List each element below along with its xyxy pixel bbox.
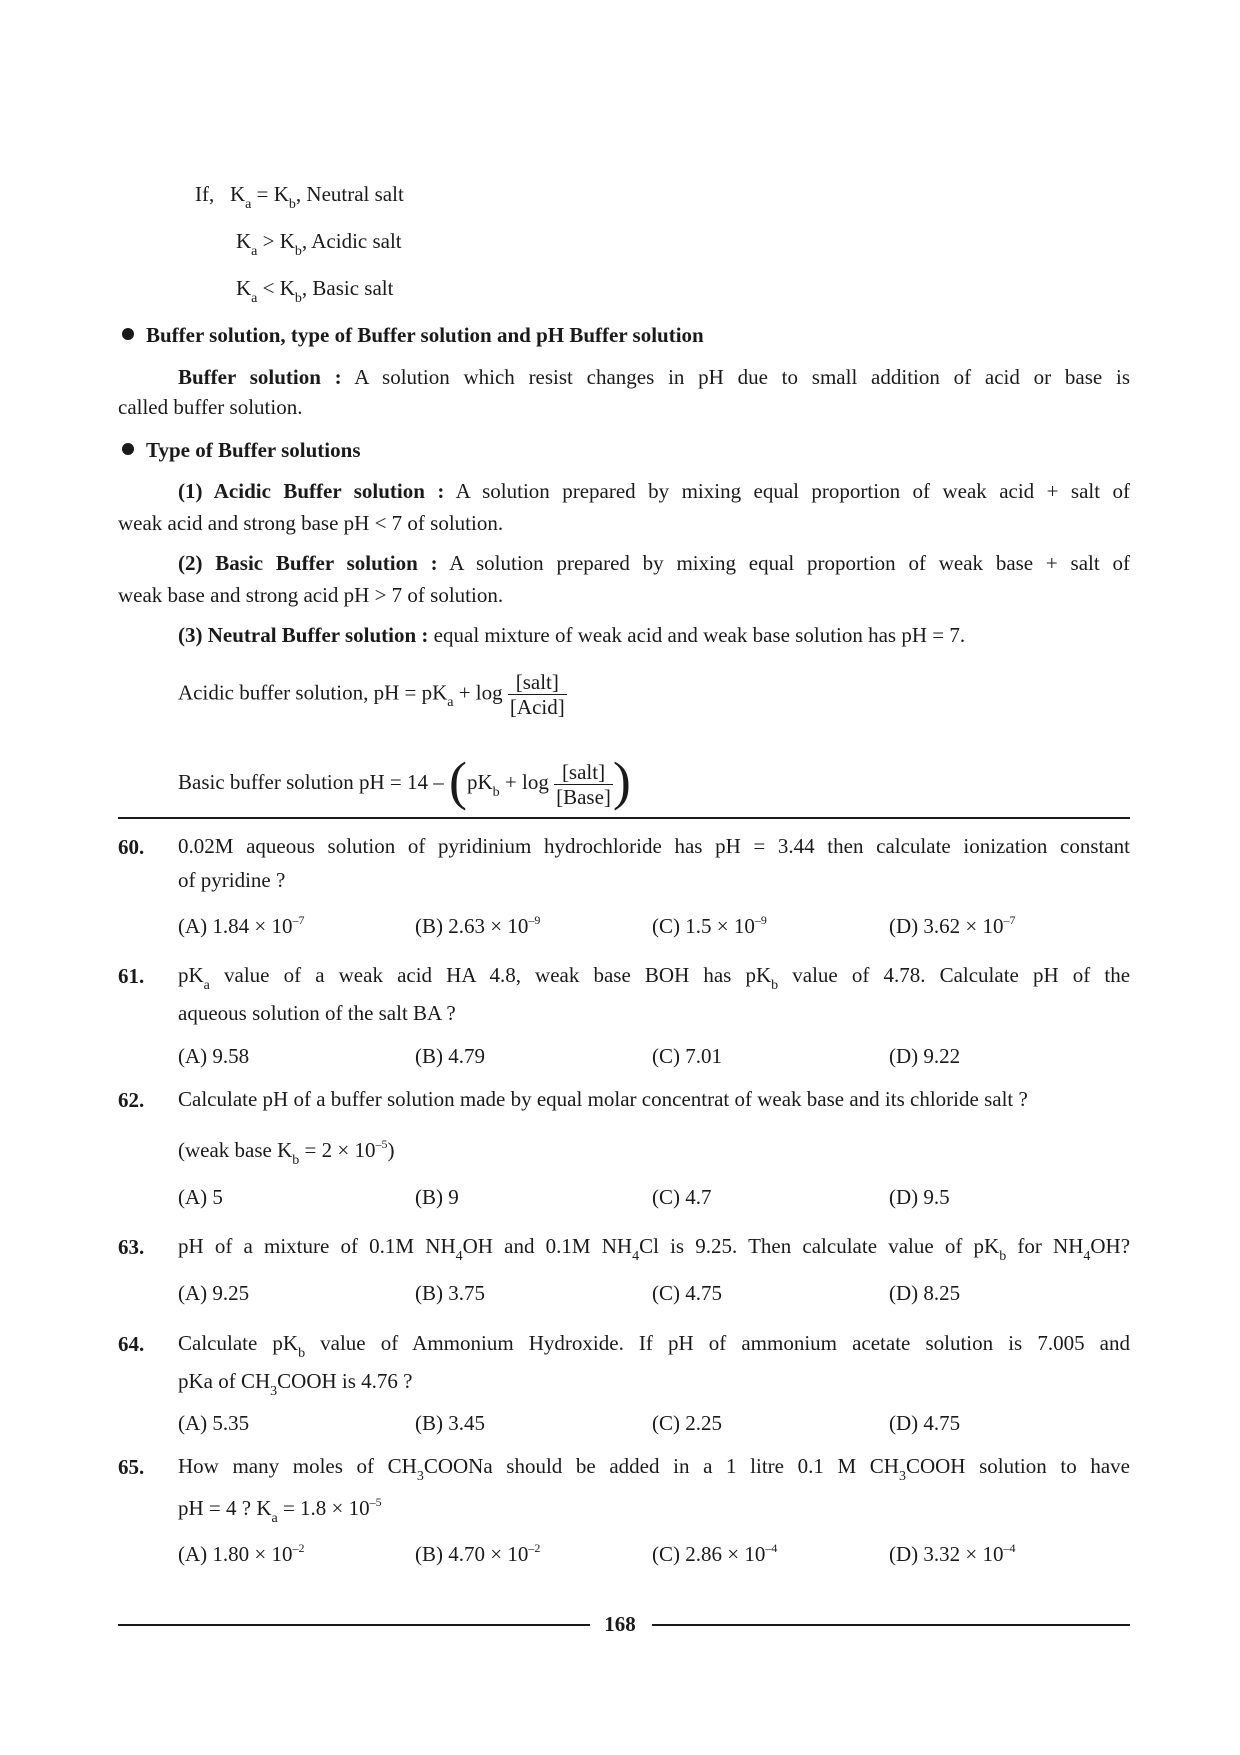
option-a: (A) 5 — [178, 1185, 223, 1209]
option-a: (A) $1.84 \times 10^{-7}$ — [178, 913, 305, 938]
question-number: 60. — [118, 835, 145, 859]
option-d: (D) 9.5 — [889, 1185, 950, 1209]
option-c: (C) 4.75 — [652, 1281, 722, 1305]
footer-rule-left — [118, 1624, 590, 1626]
neutral-buffer-def: (3) Neutral Buffer solution : equal mixture of weak acid and weak base solution has pH = 7. — [178, 623, 966, 647]
page-number: 168 — [604, 1612, 636, 1636]
option-d: (D) 4.75 — [889, 1411, 961, 1435]
option-b: (B) $4.70 \times 10^{-2}$ — [415, 1541, 541, 1566]
bullet-icon — [122, 443, 134, 455]
question-number: 62. — [118, 1088, 145, 1112]
question-62-note: (weak base $K_b = 2 \times 10^{-5}$) — [178, 1137, 395, 1168]
option-c: (C) $1.5 \times 10^{-9}$ — [652, 913, 767, 938]
question-number: 63. — [118, 1235, 145, 1259]
option-b: (B) $2.63 \times 10^{-9}$ — [415, 913, 541, 938]
option-a: (A) $1.80 \times 10^{-2}$ — [178, 1541, 305, 1566]
question-63-text: pH of a mixture of 0.1M $NH_4OH$ and 0.1M $NH_4Cl$ is 9.25. Then calculate value of $pK_b$ for $NH_4OH$? — [178, 1234, 1131, 1264]
question-60-text: 0.02M aqueous solution of pyridinium hydrochloride has pH = 3.44 then calculate ionization constant of pyridine ? — [178, 834, 1130, 892]
option-d: (D) $3.62 \times 10^{-7}$ — [889, 913, 1016, 938]
acidic-fraction: $\frac{\text{[salt]}}{\text{[Acid]}}$ — [509, 670, 565, 719]
section-divider — [118, 817, 1130, 819]
question-number: 64. — [118, 1332, 145, 1356]
buffer-heading: Buffer solution, type of Buffer solution and pH Buffer solution — [122, 323, 704, 348]
question-65-text: How many moles of $CH_3COONa$ should be added in a 1 litre 0.1 M $CH_3COOH$ solution to have pH = 4 ? $K_a = 1.8 \times 10^{-5}$ — [178, 1454, 1130, 1526]
option-c: (C) 7.01 — [652, 1044, 722, 1068]
option-b: (B) 4.79 — [415, 1044, 485, 1068]
option-b: (B) 9 — [415, 1185, 459, 1209]
basic-buffer-def: (2) Basic Buffer solution : A solution prepared by mixing equal proportion of weak base + salt of weak base and strong acid pH > 7 of solution. — [118, 551, 1130, 607]
salt-basic-line: $K_a < K_b$, Basic salt — [236, 276, 394, 306]
question-64-text: Calculate $pK_b$ value of Ammonium Hydroxide. If pH of ammonium acetate solution is 7.005 and pKa of $CH_3COOH$ is 4.76 ? — [178, 1331, 1130, 1399]
acidic-buffer-def: (1) Acidic Buffer solution : A solution prepared by mixing equal proportion of weak acid + salt of weak acid and strong base pH < 7 of solution. — [118, 479, 1131, 535]
option-c: (C) $2.86 \times 10^{-4}$ — [652, 1541, 778, 1566]
acidic-buffer-formula: Acidic buffer solution, pH = $pK_a + \log$ $\frac{\text{[salt]}}{\text{[Acid]}}$ — [178, 670, 565, 719]
option-a: (A) 9.25 — [178, 1281, 250, 1305]
salt-acidic-line: $K_a > K_b$, Acidic salt — [236, 229, 402, 259]
buffer-definition: Buffer solution : A solution which resist changes in pH due to small addition of acid or base is called buffer solution. — [118, 365, 1130, 419]
option-d: (D) $3.32 \times 10^{-4}$ — [889, 1541, 1016, 1566]
basic-salt-label: Basic salt — [312, 276, 394, 300]
basic-buffer-formula: Basic buffer solution pH = $14 - (pK_b + \log$ $\frac{\text{[salt]}}{\text{[Base]}}$ ) — [178, 751, 631, 811]
question-number: 61. — [118, 964, 145, 988]
option-d: (D) 8.25 — [889, 1281, 961, 1305]
question-61-text: $pK_a$ value of a weak acid HA 4.8, weak base BOH has $pK_b$ value of 4.78. Calculate pH of the aqueous solution of the salt BA ? — [178, 963, 1131, 1025]
option-c: (C) 2.25 — [652, 1411, 722, 1435]
option-c: (C) 4.7 — [652, 1185, 712, 1209]
neutral-salt-label: Neutral salt — [306, 182, 404, 206]
basic-fraction: $\frac{\text{[salt]}}{\text{[Base]}}$ — [556, 759, 611, 809]
option-a: (A) 5.35 — [178, 1411, 250, 1435]
question-number: 65. — [118, 1455, 145, 1479]
option-d: (D) 9.22 — [889, 1044, 961, 1068]
bullet-icon — [122, 328, 134, 340]
footer-rule-right — [652, 1624, 1130, 1626]
question-62-text: Calculate pH of a buffer solution made by equal molar concentrat of weak base and its chloride salt ? — [178, 1087, 1028, 1111]
salt-neutral-line: If, $K_a = K_b$, Neutral salt — [195, 182, 404, 212]
option-b: (B) 3.75 — [415, 1281, 485, 1305]
option-a: (A) 9.58 — [178, 1044, 250, 1068]
types-heading: Type of Buffer solutions — [122, 438, 361, 463]
acidic-salt-label: Acidic salt — [311, 229, 402, 253]
option-b: (B) 3.45 — [415, 1411, 485, 1435]
